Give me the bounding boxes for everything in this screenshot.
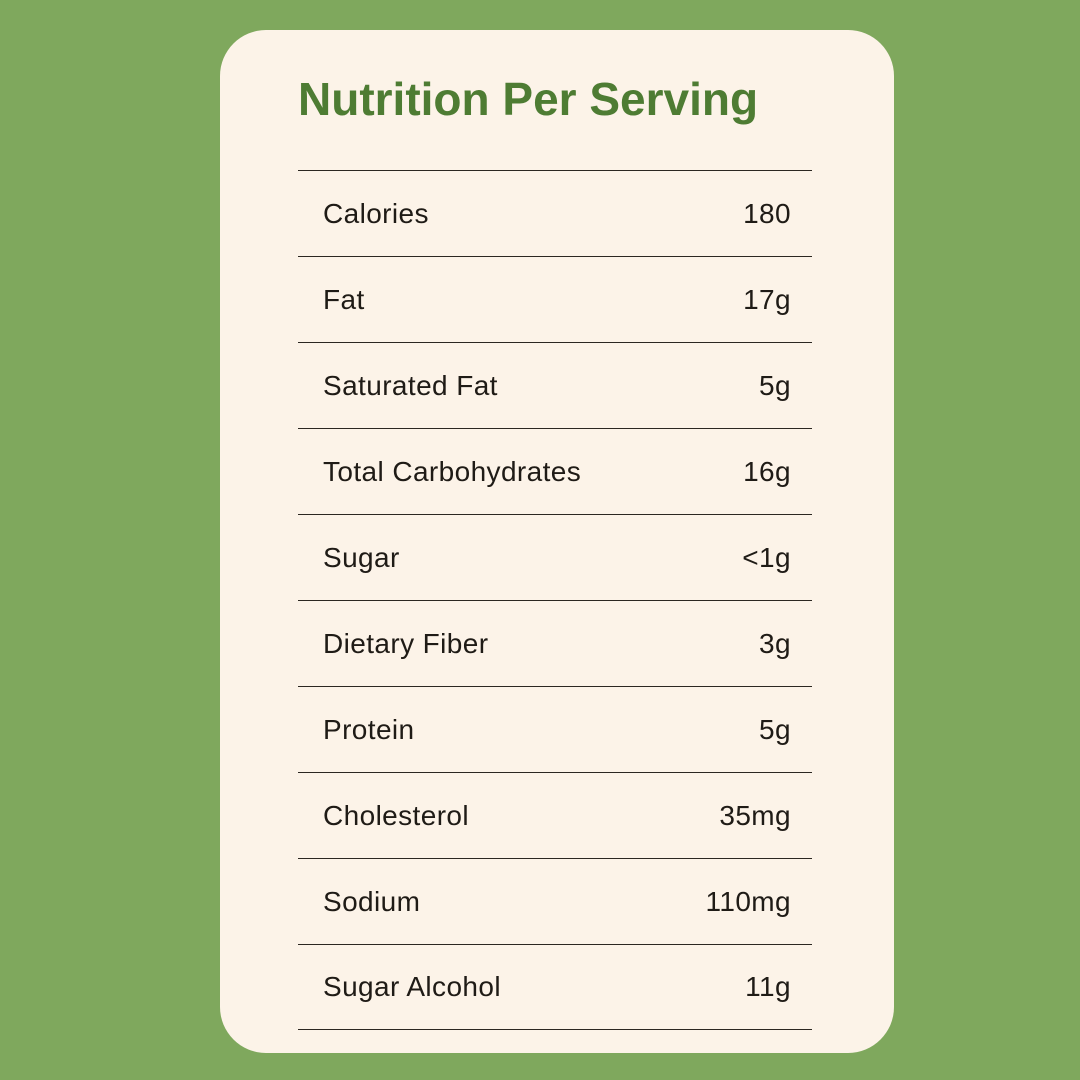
table-row: [298, 944, 812, 1030]
nutrient-label: Protein: [323, 713, 415, 745]
nutrient-value: 110mg: [705, 885, 791, 917]
page-title: Nutrition Per Serving: [298, 73, 759, 125]
nutrient-value: 11g: [745, 971, 791, 1002]
table-row: [298, 342, 812, 428]
table-row: [298, 514, 812, 600]
table-row: [298, 256, 812, 342]
nutrient-value: 180: [743, 197, 791, 229]
table-row: [298, 600, 812, 686]
table-row: [298, 772, 812, 858]
nutrient-label: Fat: [323, 283, 365, 315]
nutrient-value: 16g: [743, 455, 791, 487]
nutrient-value: 5g: [759, 369, 791, 401]
nutrient-label: Total Carbohydrates: [323, 455, 582, 487]
nutrient-value: 35mg: [719, 799, 791, 831]
nutrient-value: <1g: [742, 541, 791, 573]
nutrient-label: Dietary Fiber: [323, 627, 489, 659]
nutrient-label: Cholesterol: [323, 799, 470, 831]
nutrient-value: 17g: [743, 283, 791, 315]
nutrient-label: Saturated Fat: [323, 369, 498, 401]
nutrient-label: Sugar: [323, 541, 400, 573]
nutrition-card: [220, 30, 894, 1053]
nutrient-label: Sugar Alcohol: [323, 971, 501, 1002]
nutrient-value: 5g: [759, 713, 791, 745]
nutrient-label: Calories: [323, 197, 429, 229]
table-row: [298, 686, 812, 772]
table-row: [298, 858, 812, 944]
nutrition-table: [298, 170, 812, 1030]
nutrient-value: 3g: [759, 627, 791, 659]
nutrient-label: Sodium: [323, 885, 421, 917]
table-row: [298, 428, 812, 514]
table-row: [298, 170, 812, 256]
